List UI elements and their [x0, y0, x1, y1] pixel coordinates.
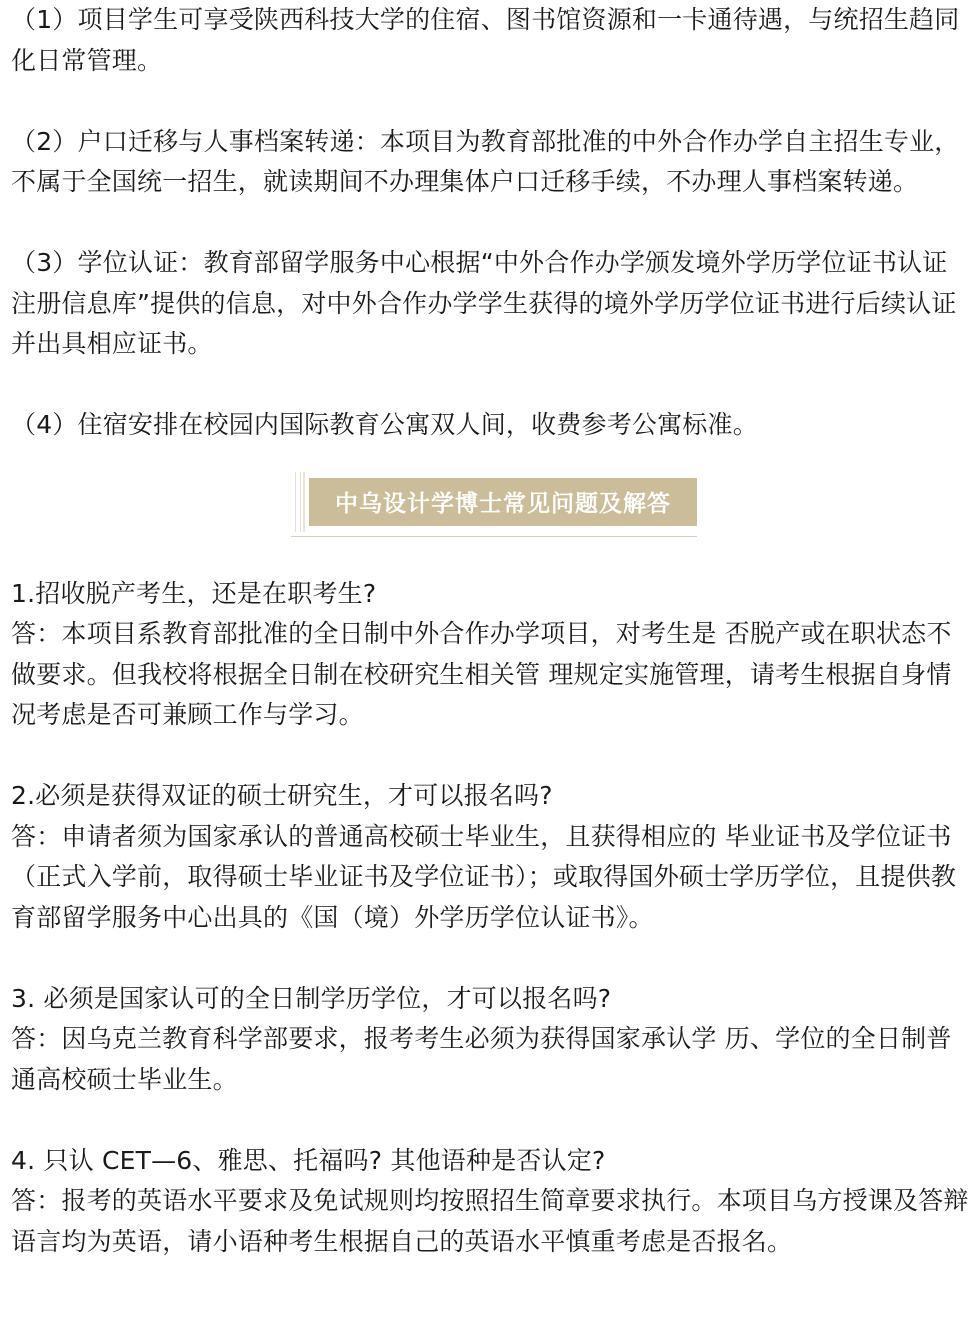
banner-decoration — [295, 472, 301, 532]
spacer — [11, 203, 969, 244]
spacer — [11, 938, 969, 979]
faq-question-2: 2.必须是获得双证的硕士研究生，才可以报名吗? — [11, 781, 553, 810]
faq-answer-3: 答：因乌克兰教育科学部要求，报考考生必须为获得国家承认学 历、学位的全日制普通高校硕士毕业生。 — [11, 1024, 952, 1094]
faq-question-1: 1.招收脱产考生，还是在职考生? — [11, 578, 377, 608]
banner-title-box — [309, 478, 697, 526]
banner-underline — [291, 536, 697, 537]
banner-title: 中乌设计学博士常见问题及解答 — [335, 491, 671, 517]
spacer — [11, 1100, 969, 1141]
faq-question-4: 4. 只认 CET—6、雅思、托福吗? 其他语种是否认定? — [11, 1145, 606, 1175]
spacer — [11, 736, 969, 777]
policy-item-1: （1）项目学生可享受陕西科技大学的住宿、图书馆资源和一卡通待遇，与统招生趋同化日常管理。 — [11, 5, 960, 75]
policy-item-2: （2）户口迁移与人事档案转递：本项目为教育部批准的中外合作办学自主招生专业，不属于全国统一招生，就读期间不办理集体户口迁移手续，不办理人事档案转递。 — [11, 126, 960, 196]
section-banner — [11, 452, 969, 574]
policy-item-4: （4）住宿安排在校园内国际教育公寓双人间，收费参考公寓标准。 — [11, 410, 758, 439]
article-body — [11, 0, 969, 1262]
faq-answer-1: 答：本项目系教育部批准的全日制中外合作办学项目，对考生是 否脱产或在职状态不做要求。但我校将根据全日制在校研究生相关管 理规定实施管理，请考生根据自身情况考虑是否可兼顾工作与学习。 — [11, 619, 952, 729]
faq-question-3: 3. 必须是国家认可的全日制学历学位，才可以报名吗? — [11, 983, 612, 1013]
spacer — [11, 81, 969, 122]
banner-decoration — [303, 472, 305, 532]
spacer — [11, 365, 969, 406]
policy-item-3: （3）学位认证：教育部留学服务中心根据“中外合作办学颁发境外学历学位证书认证注册信息库”提供的信息，对中外合作办学学生获得的境外学历学位证书进行后续认证并出具相应证书。 — [11, 248, 957, 358]
faq-answer-4: 答：报考的英语水平要求及免试规则均按照招生简章要求执行。本项目乌方授课及答辩语言均为英语，请小语种考生根据自己的英语水平慎重考虑是否报名。 — [11, 1186, 969, 1256]
faq-answer-2: 答：申请者须为国家承认的普通高校硕士毕业生，且获得相应的 毕业证书及学位证书（正式入学前，取得硕士毕业证书及学位证书）；或取得国外硕士学历学位，且提供教育部留学服务中心出具的《国（境）外学历学位认证书》。 — [11, 821, 957, 932]
